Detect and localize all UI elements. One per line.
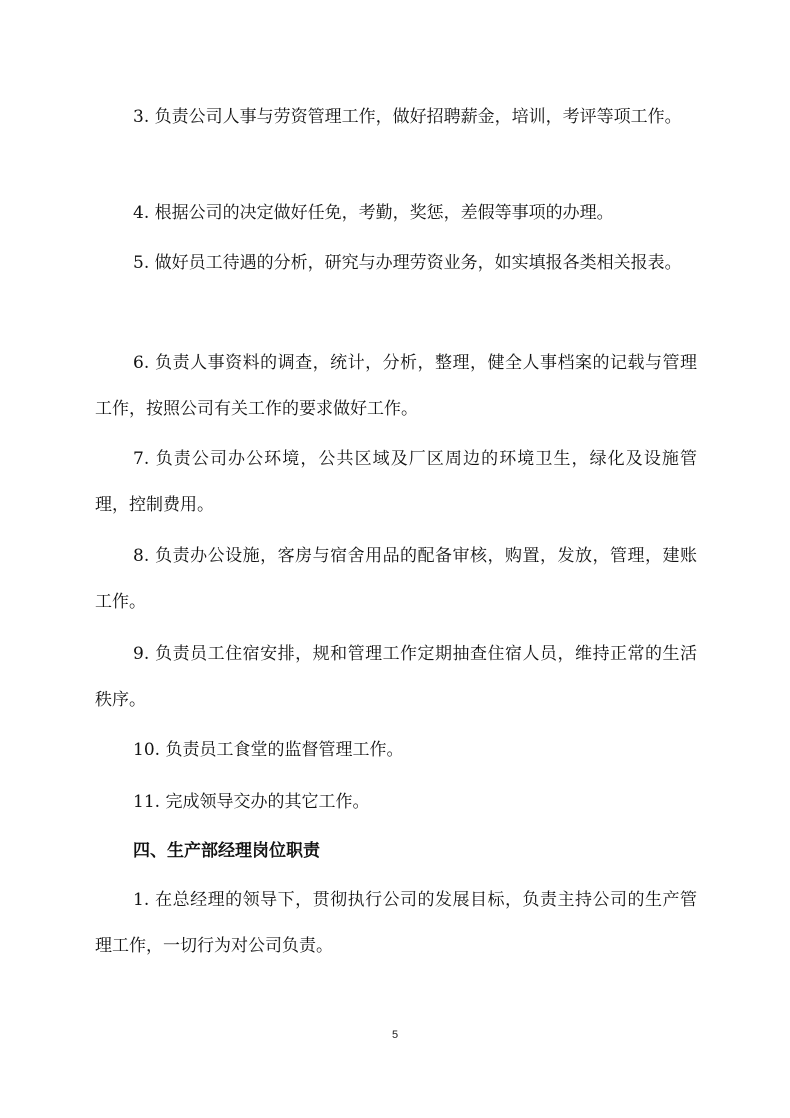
paragraph-item-8: 8. 负责办公设施，客房与宿舍用品的配备审核，购置，发放，管理，建账工作。 — [95, 546, 697, 612]
paragraph-item-3: 3. 负责公司人事与劳资管理工作，做好招聘薪金，培训，考评等项工作。 — [133, 107, 682, 127]
paragraph-item-10: 10. 负责员工食堂的监督管理工作。 — [133, 740, 404, 760]
paragraph-item-9: 9. 负责员工住宿安排，规和管理工作定期抽查住宿人员，维持正常的生活秩序。 — [95, 644, 697, 710]
paragraph-item-7: 7. 负责公司办公环境，公共区域及厂区周边的环境卫生，绿化及设施管理，控制费用。 — [95, 449, 697, 515]
paragraph-item-5: 5. 做好员工待遇的分析，研究与办理劳资业务，如实填报各类相关报表。 — [133, 253, 682, 273]
section-paragraph-item-1: 1. 在总经理的领导下，贯彻执行公司的发展目标，负责主持公司的生产管理工作，一切行为对公司负责。 — [95, 890, 697, 956]
section-heading: 四、生产部经理岗位职责 — [133, 841, 320, 861]
paragraph-item-6: 6. 负责人事资料的调查，统计，分析，整理，健全人事档案的记载与管理工作，按照公司有关工作的要求做好工作。 — [95, 353, 697, 419]
page-number: 5 — [391, 1029, 399, 1041]
paragraph-item-11: 11. 完成领导交办的其它工作。 — [133, 792, 370, 812]
paragraph-item-4: 4. 根据公司的决定做好任免，考勤，奖惩，差假等事项的办理。 — [133, 203, 614, 223]
